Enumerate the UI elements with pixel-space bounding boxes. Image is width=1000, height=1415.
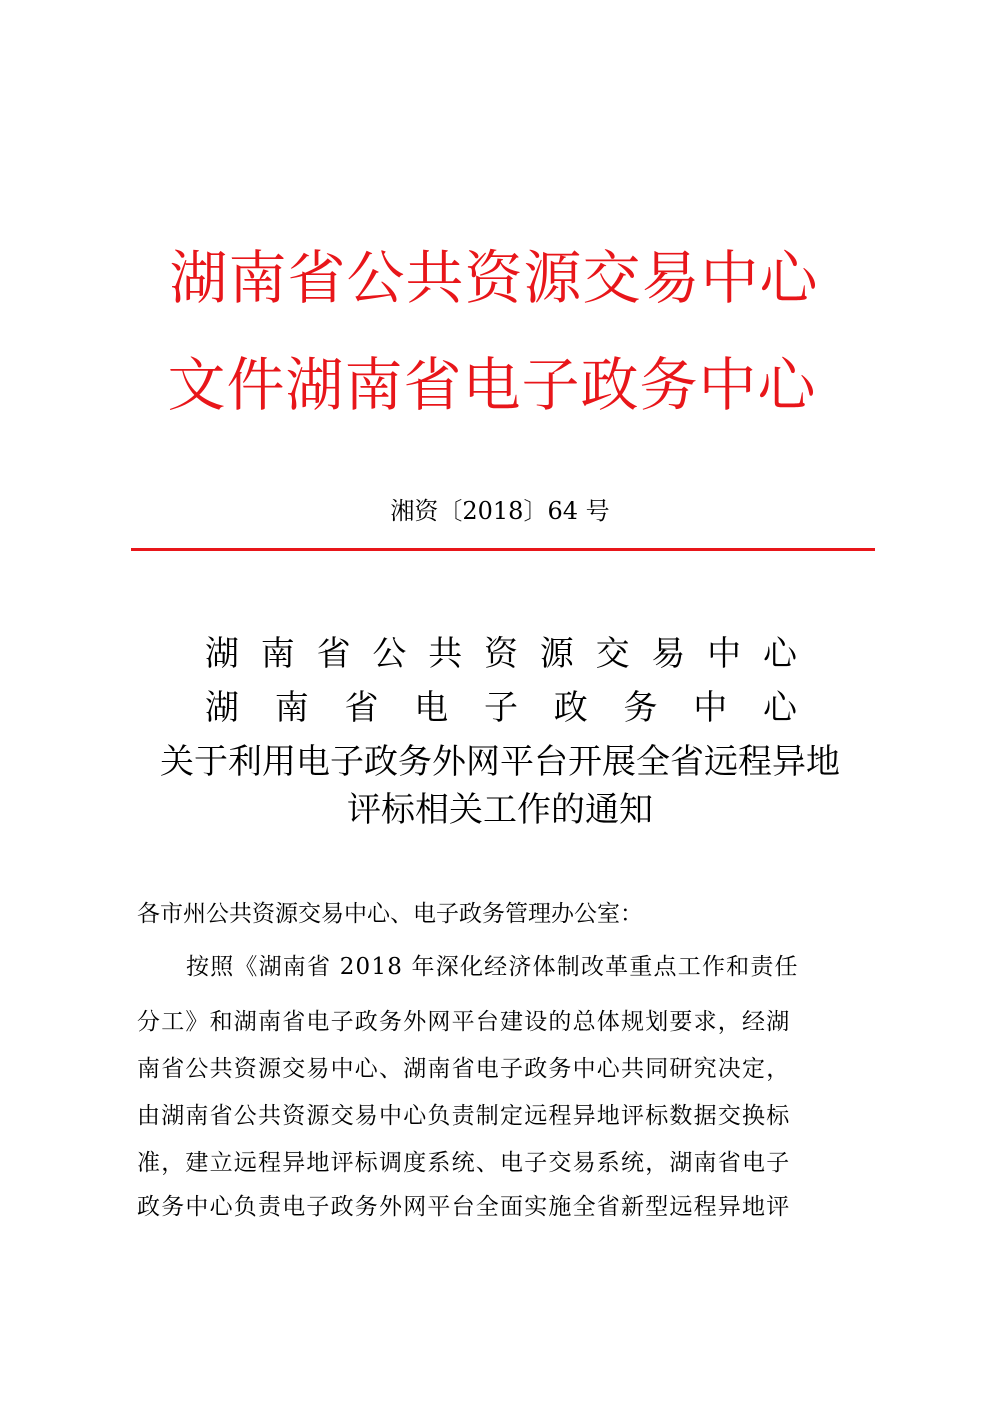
- title-line-3: 关于利用电子政务外网平台开展全省远程异地: [160, 742, 840, 782]
- title-char: 共: [428, 634, 463, 674]
- red-divider-line: [131, 548, 875, 551]
- title-char: 资: [483, 634, 518, 674]
- title-char: 务: [623, 688, 658, 728]
- title-char: 源: [539, 634, 574, 674]
- title-char: 心: [763, 688, 797, 728]
- title-char: 湖: [205, 634, 239, 674]
- body-line: 准，建立远程异地评标调度系统、电子交易系统，湖南省电子: [137, 1150, 791, 1176]
- title-line-1: [205, 629, 797, 679]
- title-char: 南: [274, 688, 309, 728]
- title-char: 子: [484, 688, 518, 728]
- document-number: 湘资〔2018〕64 号: [390, 497, 610, 525]
- title-char: 南: [260, 634, 295, 674]
- body-line: 分工》和湖南省电子政务外网平台建设的总体规划要求，经湖: [137, 1009, 791, 1035]
- body-line: 由湖南省公共资源交易中心负责制定远程异地评标数据交换标: [137, 1103, 791, 1129]
- body-line: 按照《湖南省 2018 年深化经济体制改革重点工作和责任: [186, 954, 799, 980]
- salutation: 各市州公共资源交易中心、电子政务管理办公室：: [137, 901, 643, 927]
- title-char: 省: [316, 634, 351, 674]
- title-char: 省: [344, 688, 379, 728]
- title-char: 心: [762, 634, 797, 674]
- title-char: 中: [693, 688, 728, 728]
- body-line: 政务中心负责电子政务外网平台全面实施全省新型远程异地评: [137, 1194, 791, 1220]
- title-line-4: 评标相关工作的通知: [347, 790, 653, 830]
- title-char: 湖: [205, 688, 239, 728]
- title-char: 中: [707, 634, 742, 674]
- title-char: 政: [553, 688, 588, 728]
- title-char: 电: [414, 688, 449, 728]
- title-line-2: [205, 683, 797, 733]
- issuer-header-line-2: 文件湖南省电子政务中心: [167, 351, 817, 419]
- title-char: 交: [595, 634, 630, 674]
- title-char: 易: [651, 634, 686, 674]
- issuer-header-line-1: 湖南省公共资源交易中心: [169, 244, 819, 312]
- body-line: 南省公共资源交易中心、湖南省电子政务中心共同研究决定，: [137, 1056, 791, 1082]
- title-char: 公: [372, 634, 407, 674]
